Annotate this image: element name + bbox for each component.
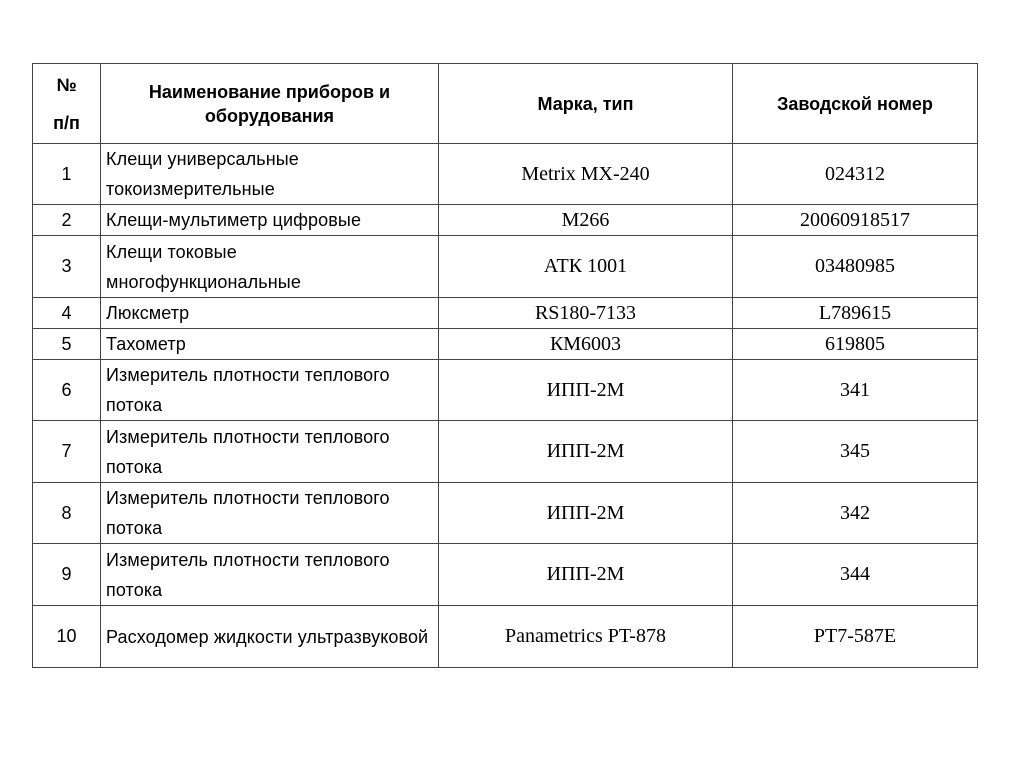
header-row [33,64,978,144]
equipment-name: Расходомер жидкости ультразвуковой [101,606,439,668]
equipment-name: Клещи токовые многофункциональные [101,236,439,298]
equipment-name: Клещи-мультиметр цифровые [101,205,439,236]
row-number: 5 [33,329,101,360]
equipment-name: Люксметр [101,298,439,329]
row-number: 6 [33,360,101,421]
header-number-line1: № [56,74,77,95]
row-number: 10 [33,606,101,668]
equipment-model: ИПП-2М [439,360,733,421]
serial-number: 03480985 [733,236,978,298]
equipment-name: Клещи универсальные токоизмерительные [101,144,439,205]
table-row [33,298,978,329]
equipment-model: КМ6003 [439,329,733,360]
serial-number: 619805 [733,329,978,360]
row-number: 8 [33,483,101,544]
row-number: 1 [33,144,101,205]
serial-number: 344 [733,544,978,606]
equipment-name: Измеритель плотности теплового потока [101,483,439,544]
header-name: Наименование приборов и оборудования [101,64,439,144]
row-number: 7 [33,421,101,483]
row-number: 9 [33,544,101,606]
table-row [33,421,978,483]
serial-number: 024312 [733,144,978,205]
table-row [33,606,978,668]
equipment-name: Измеритель плотности теплового потока [101,544,439,606]
row-number: 3 [33,236,101,298]
equipment-table [32,63,978,668]
serial-number: PT7-587E [733,606,978,668]
equipment-model: M266 [439,205,733,236]
header-number [33,64,101,144]
table-row [33,360,978,421]
table-row [33,329,978,360]
serial-number: 20060918517 [733,205,978,236]
header-number-line2: п/п [53,112,80,133]
equipment-model: ИПП-2М [439,421,733,483]
equipment-model: Metrix MX-240 [439,144,733,205]
serial-number: 341 [733,360,978,421]
row-number: 4 [33,298,101,329]
header-model: Марка, тип [439,64,733,144]
equipment-name: Измеритель плотности теплового потока [101,360,439,421]
equipment-name: Тахометр [101,329,439,360]
equipment-model: Panametrics PT-878 [439,606,733,668]
equipment-model: ИПП-2М [439,544,733,606]
equipment-model: ИПП-2М [439,483,733,544]
row-number: 2 [33,205,101,236]
header-serial: Заводской номер [733,64,978,144]
table-row [33,144,978,205]
table-row [33,483,978,544]
table-row [33,544,978,606]
table-row [33,205,978,236]
equipment-model: АТК 1001 [439,236,733,298]
serial-number: L789615 [733,298,978,329]
equipment-model: RS180-7133 [439,298,733,329]
equipment-name: Измеритель плотности теплового потока [101,421,439,483]
serial-number: 345 [733,421,978,483]
serial-number: 342 [733,483,978,544]
table-row [33,236,978,298]
